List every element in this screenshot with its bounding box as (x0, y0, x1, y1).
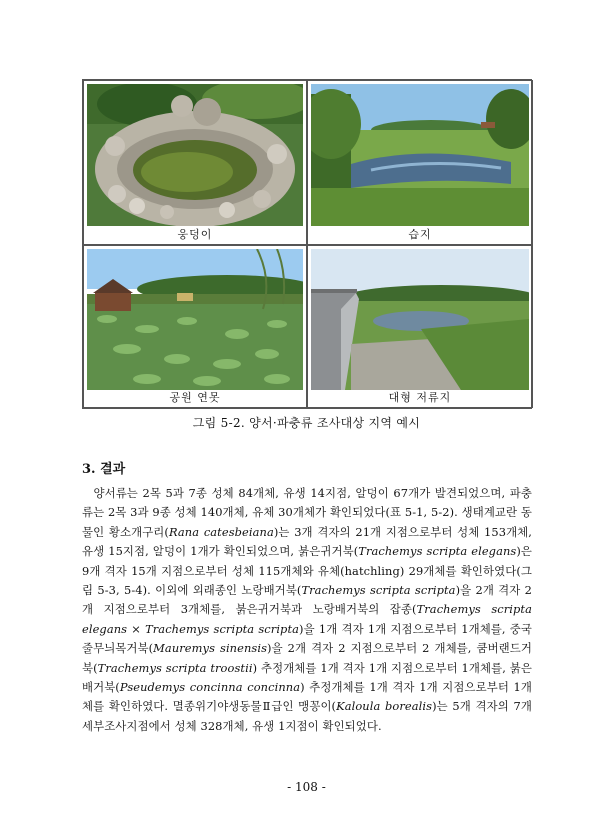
text-run: 양서류는 2목 5과 7종 성체 84개체, 유생 14지점, 알덩이 67개가 발견되었으며, 파충류는 2목 3과 9종 성체 140개체, 유체 30개체가 확인되었다(표 5-1, 5-2). 생태계교란 동물인 황소개구리( (82, 486, 532, 539)
text-run: ) 추정개체를 1개 격자 1개 지점으로부터 1개체를, 붉은배거북( (82, 660, 532, 695)
park-pond-photo (87, 249, 303, 390)
species-name: Pseudemys concinna concinna (119, 680, 301, 695)
photo-figure-table (82, 79, 532, 409)
species-name: Trachemys scripta elegans × Trachemys scripta scripta (82, 602, 532, 636)
species-name: Kaloula borealis (336, 699, 433, 714)
text-run: )은 9개 격자 15개 지점으로부터 성체 115개체와 유체(hatchling) 29개체를 확인하였다(그림 5-3, 5-4). 이외에 외래종인 노랑배거북( (82, 544, 532, 598)
caption-detention-pond: 대형 저류지 (388, 391, 452, 404)
text-run: )을 2개 격자 2개 지점으로부터 3개체를, 붉은귀거북과 노랑배거북의 잡종( (82, 583, 532, 617)
photo-cell-wetland (307, 80, 533, 245)
text-run: )는 5개 격자의 7개 세부조사지점에서 성체 328개체, 유생 1지점이 확인되었다. (82, 699, 532, 733)
figure-caption: 그림 5-2. 양서·파충류 조사대상 지역 예시 (192, 416, 421, 430)
detention-pond-photo (311, 249, 529, 390)
photo-cell-detention-pond (307, 245, 533, 408)
caption-park-pond: 공원 연못 (169, 391, 221, 404)
species-name: Trachemys scripta troostii (97, 660, 253, 675)
photo-cell-puddle (83, 80, 307, 245)
text-run: )는 3개 격자의 21개 지점으로부터 성체 153개체, 유생 15지점, 알덩이 1개가 확인되었으며, 붉은귀거북( (82, 524, 533, 559)
wetland-photo (311, 84, 529, 226)
page-number: - 108 - (287, 780, 326, 794)
section-heading: 3. 결과 (82, 462, 126, 477)
species-name: Rana catesbeiana (168, 524, 274, 539)
species-name: Trachemys scripta scripta (301, 583, 456, 598)
text-run: ) 추정개체를 1개 격자 1개 지점으로부터 1개체를 확인하였다. 멸종위기야생동물Ⅱ급인 맹꽁이( (82, 680, 532, 714)
caption-wetland: 습지 (408, 228, 432, 241)
results-paragraph (82, 484, 532, 736)
text-run: )을 1개 격자 1개 지점으로부터 1개체를, 중국줄무늬목거북( (82, 621, 532, 656)
photo-cell-park-pond (83, 245, 307, 408)
species-name: Mauremys sinensis (153, 641, 268, 656)
caption-puddle: 웅덩이 (177, 228, 213, 241)
species-name: Trachemys scripta elegans (358, 544, 517, 559)
puddle-photo (87, 84, 303, 226)
text-run: )을 2개 격자 2 지점으로부터 2 개체를, 쿰버랜드거북( (82, 641, 532, 675)
